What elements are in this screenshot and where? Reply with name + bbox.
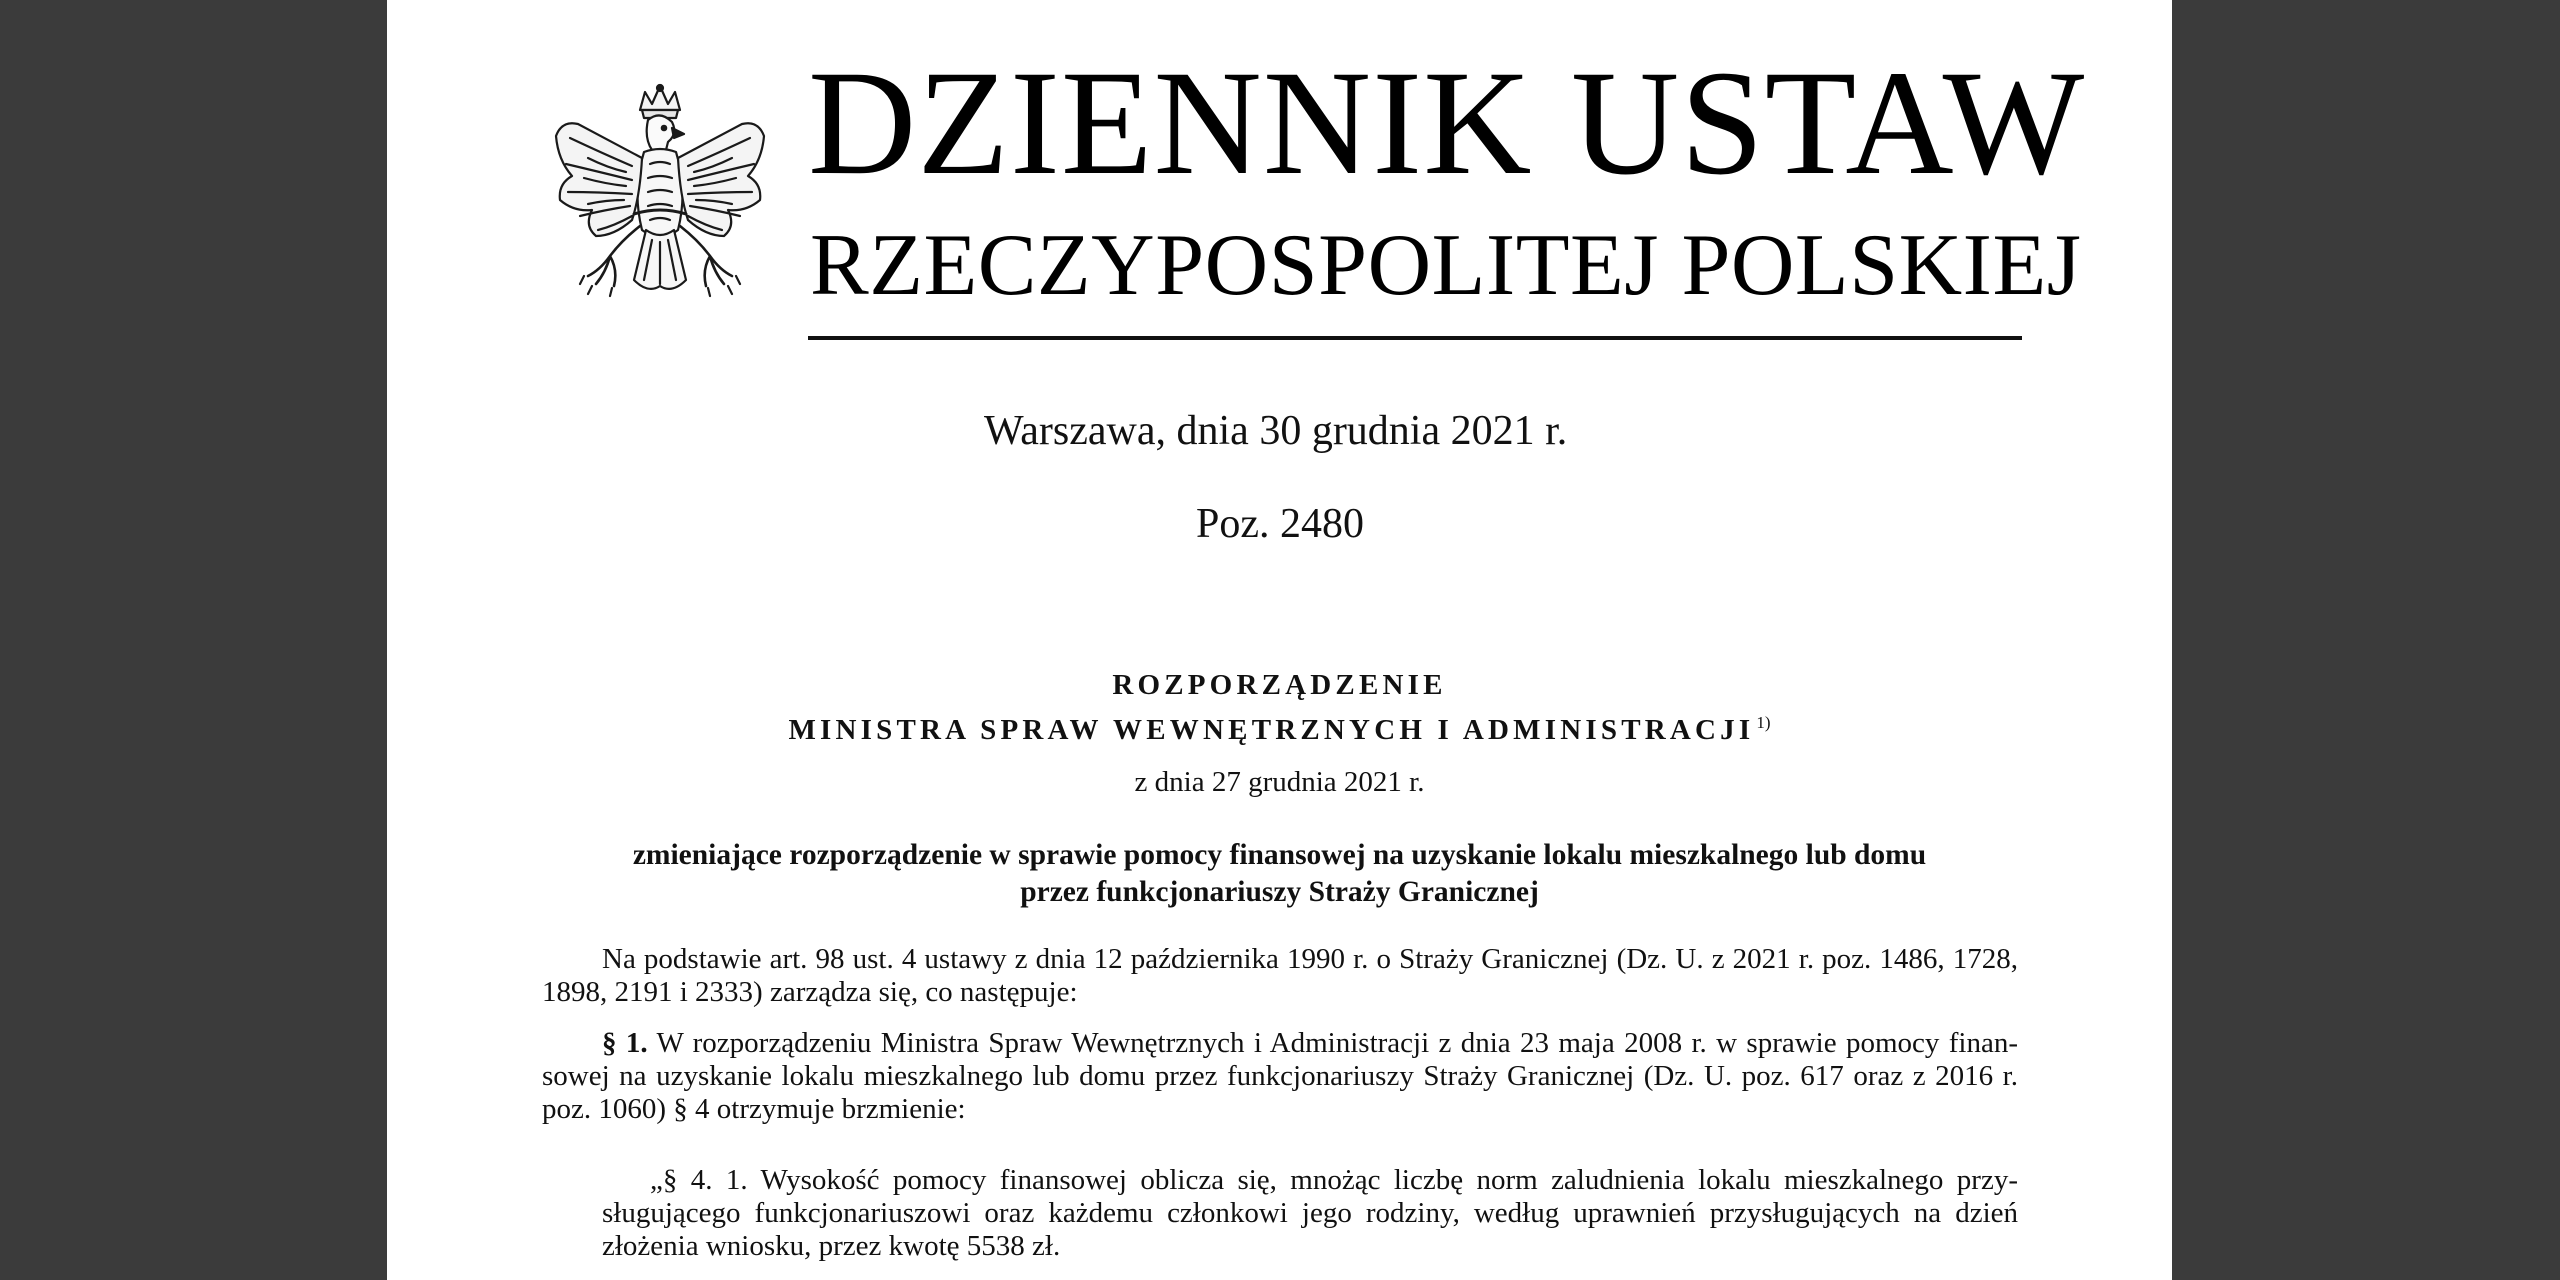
publication-dateline: Warszawa, dnia 30 grudnia 2021 r. — [984, 408, 1568, 454]
document-body — [542, 943, 2018, 1126]
act-title-line-2: przez funkcjonariuszy Straży Granicznej — [1020, 876, 1539, 908]
quoted-section-text: „§ 4. 1. Wysokość pomocy finansowej oblicza się, mnożąc liczbę norm zaludnienia lokalu mieszkalnego przysługującego funkcjonariuszowi oraz każdemu członkowi jego rodziny, według uprawnień przysługujących na dzień złożenia wniosku, przez kwotę 5538 zł. — [602, 1164, 2018, 1262]
act-date: z dnia 27 grudnia 2021 r. — [1134, 766, 1425, 798]
section-mark: § 1. — [602, 1027, 648, 1059]
act-issuer-heading — [387, 714, 2172, 745]
quoted-amendment — [602, 1164, 2018, 1263]
section-1-paragraph — [542, 1027, 2018, 1126]
act-type-heading: ROZPORZĄDZENIE — [1112, 669, 1447, 701]
masthead-divider — [808, 336, 2022, 340]
position-number: Poz. 2480 — [1196, 501, 1364, 547]
section-1-text: W rozporządzeniu Ministra Spraw Wewnętrznych i Administracji z dnia 23 maja 2008 r. w sprawie pomocy finansowej na uzyskanie lokalu mieszkalnego lub domu przez funkcjonariuszy Straży Granicznej (Dz. U. poz. 617 oraz z 2016 r. poz. 1060) § 4 otrzymuje brzmienie: — [542, 1027, 2018, 1125]
polish-eagle-emblem-icon — [548, 80, 772, 328]
preamble-paragraph: Na podstawie art. 98 ust. 4 ustawy z dnia 12 października 1990 r. o Straży Granicznej (Dz. U. z 2021 r. poz. 1486, 1728, 1898, 2191 i 2333) zarządza się, co następuje: — [542, 943, 2018, 1008]
act-issuer-text: MINISTRA SPRAW WEWNĘTRZNYCH I ADMINISTRACJI — [788, 714, 1755, 746]
act-title-line-1: zmieniające rozporządzenie w sprawie pomocy finansowej na uzyskanie lokalu mieszkalnego lub domu — [632, 839, 1927, 871]
footnote-marker: 1) — [1756, 713, 1771, 732]
masthead-title: DZIENNIK USTAW — [808, 40, 2086, 206]
masthead-subtitle: RZECZYPOSPOLITEJ POLSKIEJ — [810, 217, 2082, 314]
